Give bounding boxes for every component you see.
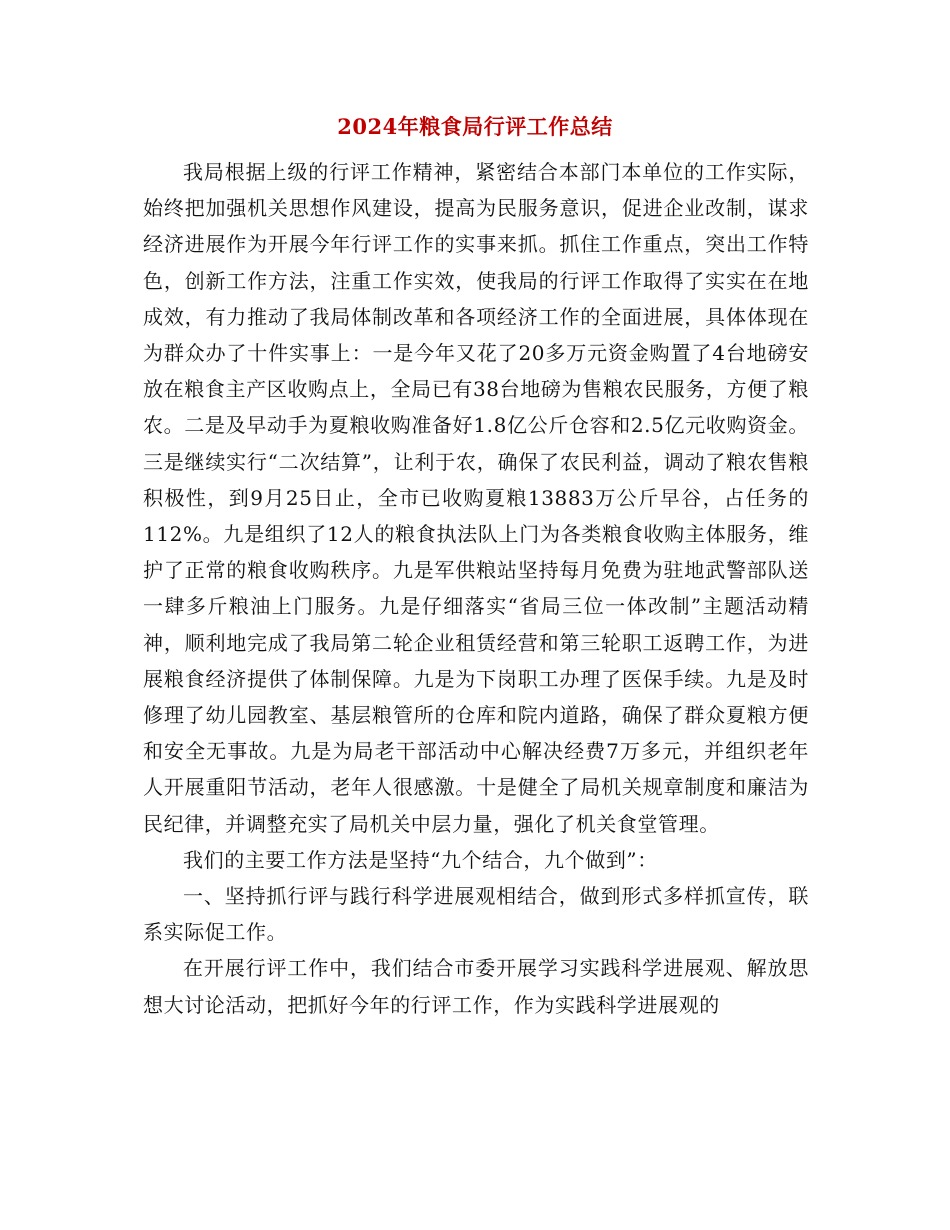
document-body <box>143 154 809 1023</box>
paragraph-methods-intro: 我们的主要工作方法是坚持“九个结合，九个做到”： <box>183 847 658 872</box>
paragraph-intro: 我局根据上级的行评工作精神，紧密结合本部门本单位的工作实际，始终把加强机关思想作风建设，提高为民服务意识，促进企业改制，谋求经济进展作为开展今年行评工作的实事来抓。抓住工作重点，突出工作特色，创新工作方法，注重工作实效，使我局的行评工作取得了实实在在地成效，有力推动了我局体制改革和各项经济工作的全面进展，具体体现在为群众办了十件实事上：一是今年又花了20多万元资金购置了4台地磅安放在粮食主产区收购点上，全局已有38台地磅为售粮农民服务，方便了粮农。二是及早动手为夏粮收购准备好1.8亿公斤仓容和2.5亿元收购资金。三是继续实行“二次结算”，让利于农，确保了农民利益，调动了粮农售粮积极性，到9月25日止，全市已收购夏粮13883万公斤早谷，占任务的112%。九是组织了12人的粮食执法队上门为各类粮食收购主体服务，维护了正常的粮食收购秩序。九是军供粮站坚持每月免费为驻地武警部队送一肆多斤粮油上门服务。九是仔细落实“省局三位一体改制”主题活动精神，顺利地完成了我局第二轮企业租赁经营和第三轮职工返聘工作，为进展粮食经济提供了体制保障。九是为下岗职工办理了医保手续。九是及时修理了幼儿园教室、基层粮管所的仓库和院内道路，确保了群众夏粮方便和安全无事故。九是为局老干部活动中心解决经费7万多元，并组织老年人开展重阳节活动，老年人很感激。十是健全了局机关规章制度和廉洁为民纪律，并调整充实了局机关中层力量，强化了机关食堂管理。 <box>143 160 809 836</box>
paragraph-section-one-body: 在开展行评工作中，我们结合市委开展学习实践科学进展观、解放思想大讨论活动，把抓好今年的行评工作，作为实践科学进展观的 <box>143 956 809 1017</box>
document-title: 2024年粮食局行评工作总结 <box>337 114 613 139</box>
paragraph-section-one-heading: 一、坚持抓行评与践行科学进展观相结合，做到形式多样抓宣传，联系实际促工作。 <box>143 884 809 945</box>
